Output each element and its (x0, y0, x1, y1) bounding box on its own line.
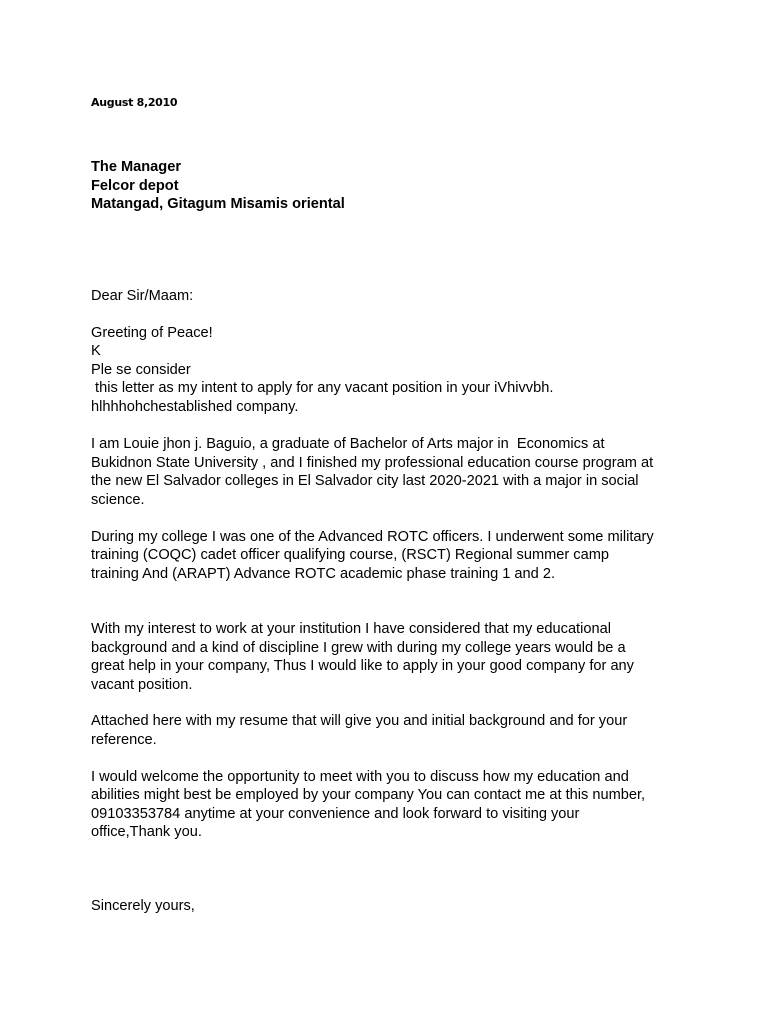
greeting-line: Ple se consider (91, 362, 191, 378)
paragraph-education-line: the new El Salvador colleges in El Salvador city last 2020-2021 with a major in social (91, 473, 639, 489)
salutation: Dear Sir/Maam: (91, 288, 194, 304)
recipient-title: The Manager (91, 159, 182, 175)
greeting-line: hlhhhohchestablished company. (91, 399, 299, 415)
greeting-line: this letter as my intent to apply for any vacant position in your iVhivvbh. (91, 380, 554, 396)
recipient-address: Matangad, Gitagum Misamis oriental (91, 196, 345, 212)
greeting-line: K (91, 343, 101, 359)
paragraph-rotc-line: training (COQC) cadet officer qualifying course, (RSCT) Regional summer camp (91, 547, 609, 563)
recipient-company: Felcor depot (91, 178, 179, 194)
paragraph-contact-line: I would welcome the opportunity to meet with you to discuss how my education and (91, 769, 629, 785)
paragraph-education-line: Bukidnon State University , and I finished my professional education course program at (91, 455, 654, 471)
paragraph-interest-line: background and a kind of discipline I grew with during my college years would be a (91, 640, 626, 656)
paragraph-education-line: science. (91, 492, 145, 508)
paragraph-contact-line: abilities might best be employed by your company You can contact me at this number, (91, 787, 646, 803)
closing: Sincerely yours, (91, 898, 195, 914)
paragraph-rotc-line: During my college I was one of the Advanced ROTC officers. I underwent some military (91, 529, 654, 545)
greeting-line: Greeting of Peace! (91, 325, 213, 341)
paragraph-contact-line: office,Thank you. (91, 824, 202, 840)
letter-date: August 8,2010 (91, 96, 178, 109)
paragraph-resume-line: reference. (91, 732, 157, 748)
paragraph-interest-line: great help in your company, Thus I would like to apply in your good company for any (91, 658, 634, 674)
paragraph-interest-line: With my interest to work at your institution I have considered that my educational (91, 621, 611, 637)
paragraph-contact-line: 09103353784 anytime at your convenience and look forward to visiting your (91, 806, 580, 822)
paragraph-education-line: I am Louie jhon j. Baguio, a graduate of Bachelor of Arts major in Economics at (91, 436, 605, 452)
paragraph-resume-line: Attached here with my resume that will give you and initial background and for your (91, 713, 628, 729)
paragraph-rotc-line: training And (ARAPT) Advance ROTC academic phase training 1 and 2. (91, 566, 555, 582)
paragraph-interest-line: vacant position. (91, 677, 193, 693)
